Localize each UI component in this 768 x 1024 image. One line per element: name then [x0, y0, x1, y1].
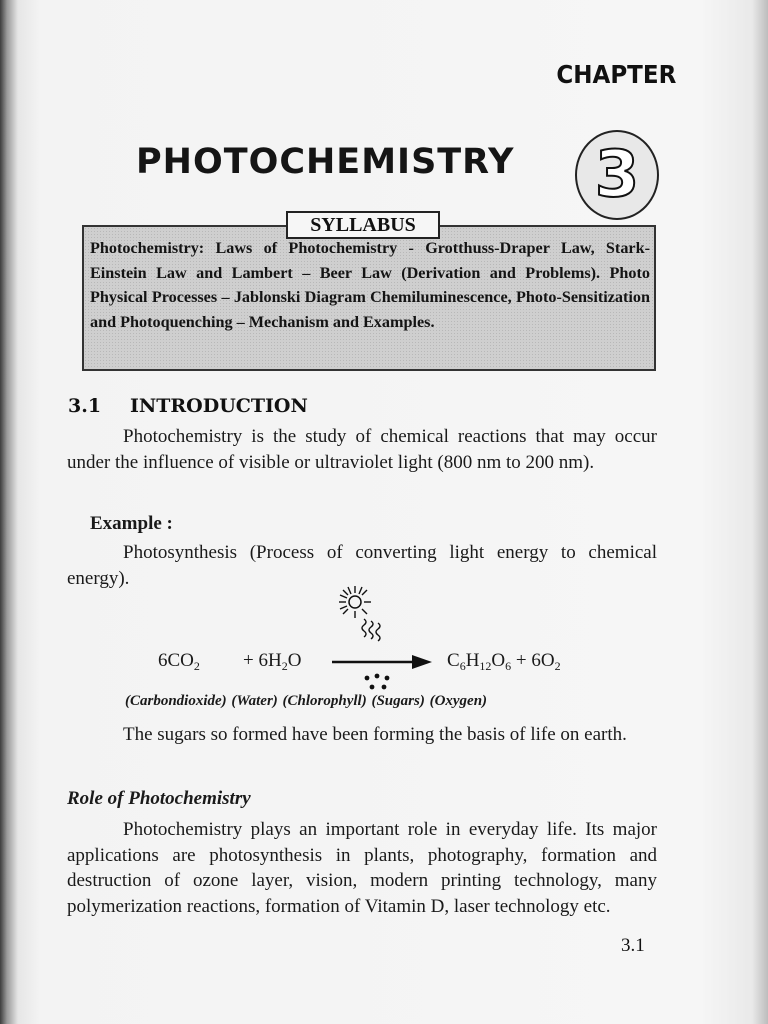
sun-icon	[338, 585, 372, 619]
chapter-number-badge	[575, 130, 659, 220]
section-title: INTRODUCTION	[130, 395, 308, 417]
equation-labels: (Carbondioxide) (Water) (Chlorophyll) (Sugars) (Oxygen)	[125, 693, 488, 709]
equation-reactant-water: + $6H_2O$	[243, 650, 302, 673]
syllabus-text: Photochemistry: Laws of Photochemistry - Grotthuss-Draper Law, Stark-Einstein Law and Lambert – Beer Law (Derivation and Problems). Photo Physical Processes – Jablonski Diagram Chemiluminescence, Photo-Sensitization and Photoquenching – Mechanism and Examples.	[90, 239, 650, 331]
sugars-paragraph: The sugars so formed have been forming the basis of life on earth.	[123, 724, 627, 745]
role-paragraph: Photochemistry plays an important role in everyday life. Its major applications are photosynthesis in plants, photography, formation and destruction of ozone layer, vision, modern printing technology, many polymerization reactions, formation of Vitamin D, laser technology etc.	[67, 819, 657, 917]
section-heading	[68, 395, 308, 417]
page-number: 3.1	[621, 935, 645, 956]
chapter-title: PHOTOCHEMISTRY	[136, 142, 515, 182]
syllabus-tag: SYLLABUS	[286, 211, 440, 239]
example-label: Example :	[90, 513, 173, 534]
chapter-label: CHAPTER	[556, 60, 677, 89]
role-heading: Role of Photochemistry	[67, 788, 251, 809]
chlorophyll-dots-icon	[362, 672, 398, 694]
example-paragraph: Photosynthesis (Process of converting light energy to chemical energy).	[67, 542, 657, 589]
equation-products: $C_6H_{12}O_6 + 6O_2$	[447, 650, 561, 673]
equation-reactant-co2: $6CO_2$	[158, 650, 200, 673]
light-rays-icon	[360, 617, 386, 645]
reaction-arrow-icon	[332, 651, 432, 673]
intro-paragraph: Photochemistry is the study of chemical reactions that may occur under the influence of visible or ultraviolet light (800 nm to 200 nm).	[67, 426, 657, 473]
section-number: 3.1	[68, 395, 102, 417]
chapter-number: 3	[594, 138, 640, 212]
